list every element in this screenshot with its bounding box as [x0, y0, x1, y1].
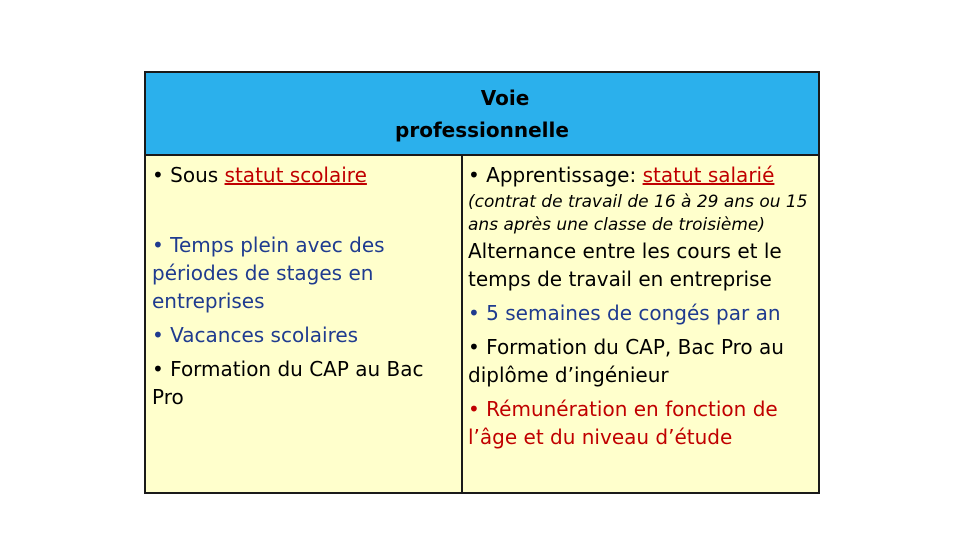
- header-title-line2: professionnelle: [395, 117, 569, 142]
- right-column: [468, 161, 818, 451]
- right-item-alternance: Alternance entre les cours et le temps de travail en entreprise: [468, 239, 782, 291]
- column-divider: [461, 154, 463, 492]
- left-item-holidays: • Vacances scolaires: [152, 323, 359, 347]
- left-item-fulltime-text: • Temps plein avec des périodes de stages en entreprises: [152, 233, 385, 313]
- right-item-apprenticeship: [468, 161, 818, 189]
- left-item-training: • Formation du CAP au Bac Pro: [152, 357, 424, 409]
- header-title-line1: Voie: [480, 85, 530, 110]
- right-item-pay-text: • Rémunération en fonction de l’âge et du niveau d’étude: [468, 397, 778, 449]
- left-item-status-prefix: • Sous: [152, 163, 225, 187]
- left-item-status: [152, 161, 452, 189]
- left-item-status-link[interactable]: statut scolaire: [224, 163, 367, 187]
- right-item-apprenticeship-link[interactable]: statut salarié: [642, 163, 775, 187]
- comparison-table: [144, 71, 820, 494]
- right-item-apprenticeship-prefix: • Apprentissage:: [468, 163, 643, 187]
- table-header: [146, 73, 818, 156]
- right-item-leave: • 5 semaines de congés par an: [468, 301, 781, 325]
- left-column: [152, 161, 452, 411]
- right-item-pay: [468, 395, 818, 451]
- right-note: (contrat de travail de 16 à 29 ans ou 15 ans après une classe de troisième): [468, 192, 808, 235]
- right-item-training: • Formation du CAP, Bac Pro au diplôme d’ingénieur: [468, 335, 784, 387]
- left-item-fulltime: [152, 231, 452, 315]
